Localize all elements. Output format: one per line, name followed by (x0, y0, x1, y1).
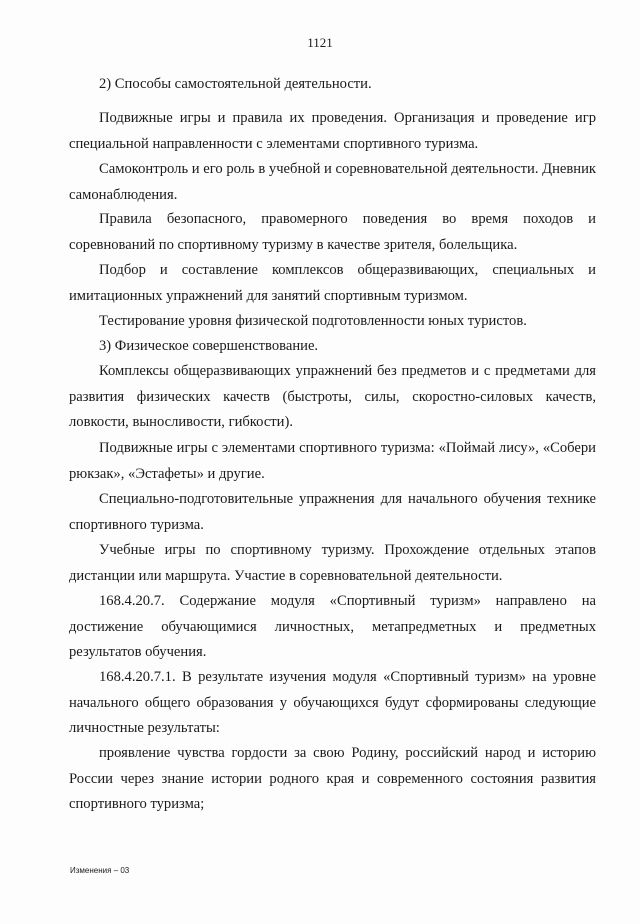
page-number: 1121 (307, 35, 333, 50)
paragraph-1: 2) Способы самостоятельной деятельности. (99, 76, 372, 92)
paragraph-3: Самоконтроль и его роль в учебной и соревновательной деятельности. Дневник самонаблюдения. (69, 161, 596, 203)
paragraph-13: 168.4.20.7.1. В результате изучения модуля «Спортивный туризм» на уровне начального общего образования у обучающихся будут сформированы следующие личностные результаты: (69, 669, 596, 736)
paragraph-6: Тестирование уровня физической подготовленности юных туристов. (99, 313, 527, 329)
paragraph-10: Специально-подготовительные упражнения для начального обучения технике спортивного туризма. (69, 491, 596, 533)
paragraph-11: Учебные игры по спортивному туризму. Прохождение отдельных этапов дистанции или маршрута. Участие в соревновательной деятельности. (69, 542, 596, 584)
paragraph-9: Подвижные игры с элементами спортивного туризма: «Поймай лису», «Собери рюкзак», «Эстафеты» и другие. (69, 440, 596, 482)
paragraph-12: 168.4.20.7. Содержание модуля «Спортивный туризм» направлено на достижение обучающимися личностных, метапредметных и предметных результатов обучения. (69, 593, 596, 660)
paragraph-7: 3) Физическое совершенствование. (99, 338, 319, 354)
paragraph-2: Подвижные игры и правила их проведения. Организация и проведение игр специальной направленности с элементами спортивного туризма. (69, 110, 596, 152)
paragraph-5: Подбор и составление комплексов общеразвивающих, специальных и имитационных упражнений для занятий спортивным туризмом. (69, 262, 596, 304)
paragraph-4: Правила безопасного, правомерного поведения во время походов и соревнований по спортивному туризму в качестве зрителя, болельщика. (69, 211, 596, 253)
footer-revision: Изменения – 03 (70, 866, 130, 875)
paragraph-14: проявление чувства гордости за свою Родину, российский народ и историю России через знание истории родного края и современного состояния развития спортивного туризма; (69, 745, 596, 812)
paragraph-8: Комплексы общеразвивающих упражнений без предметов и с предметами для развития физических качеств (быстроты, силы, скоростно-силовых качеств, ловкости, выносливости, гибкости). (69, 363, 596, 430)
